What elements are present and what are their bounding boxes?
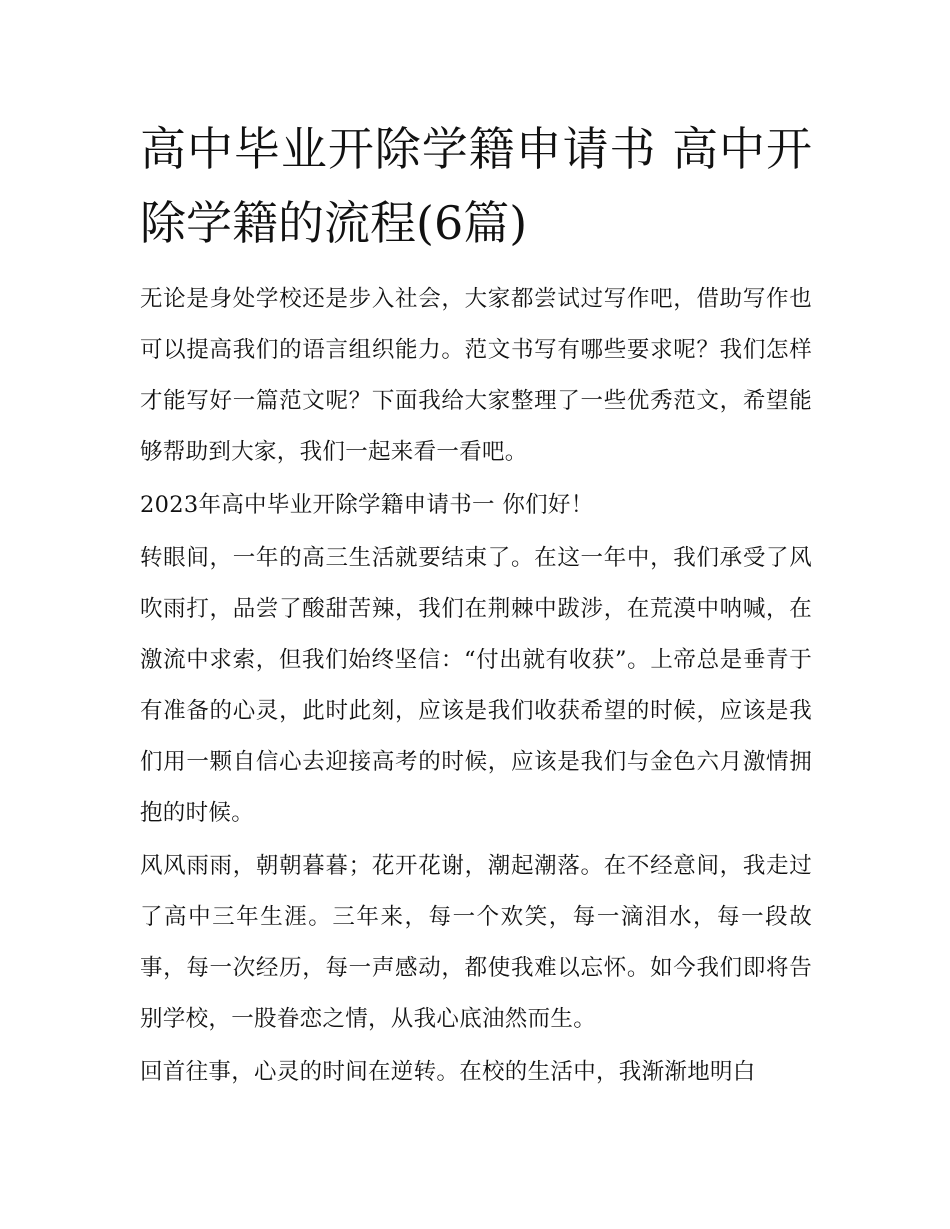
paragraph-body-1: 转眼间，一年的高三生活就要结束了。在这一年中，我们承受了风吹雨打，品尝了酸甜苦辣，我们在荆棘中跋涉，在荒漠中呐喊，在激流中求索，但我们始终坚信：“付出就有收获”。上帝总是垂青于有准备的心灵，此时此刻，应该是我们收获希望的时候，应该是我们用一颗自信心去迎接高考的时候，应该是我们与金色六月激情拥抱的时候。 — [140, 545, 812, 826]
paragraph-intro: 无论是身处学校还是步入社会，大家都尝试过写作吧，借助写作也可以提高我们的语言组织能力。范文书写有哪些要求呢？我们怎样才能写好一篇范文呢？下面我给大家整理了一些优秀范文，希望能够帮助到大家，我们一起来看一看吧。 — [140, 286, 812, 465]
document-title: 高中毕业开除学籍申请书 高中开除学籍的流程(6篇) — [140, 122, 812, 250]
paragraph-greeting: 2023年高中毕业开除学籍申请书一 你们好！ — [140, 492, 594, 518]
document-page — [140, 112, 812, 1100]
paragraph-body-3: 回首往事，心灵的时间在逆转。在校的生活中，我渐渐地明白 — [140, 1059, 756, 1085]
paragraph-body-2: 风风雨雨，朝朝暮暮；花开花谢，潮起潮落。在不经意间，我走过了高中三年生涯。三年来，每一个欢笑，每一滴泪水，每一段故事，每一次经历，每一声感动，都使我难以忘怀。如今我们即将告别学校，一股眷恋之情，从我心底油然而生。 — [140, 853, 812, 1032]
